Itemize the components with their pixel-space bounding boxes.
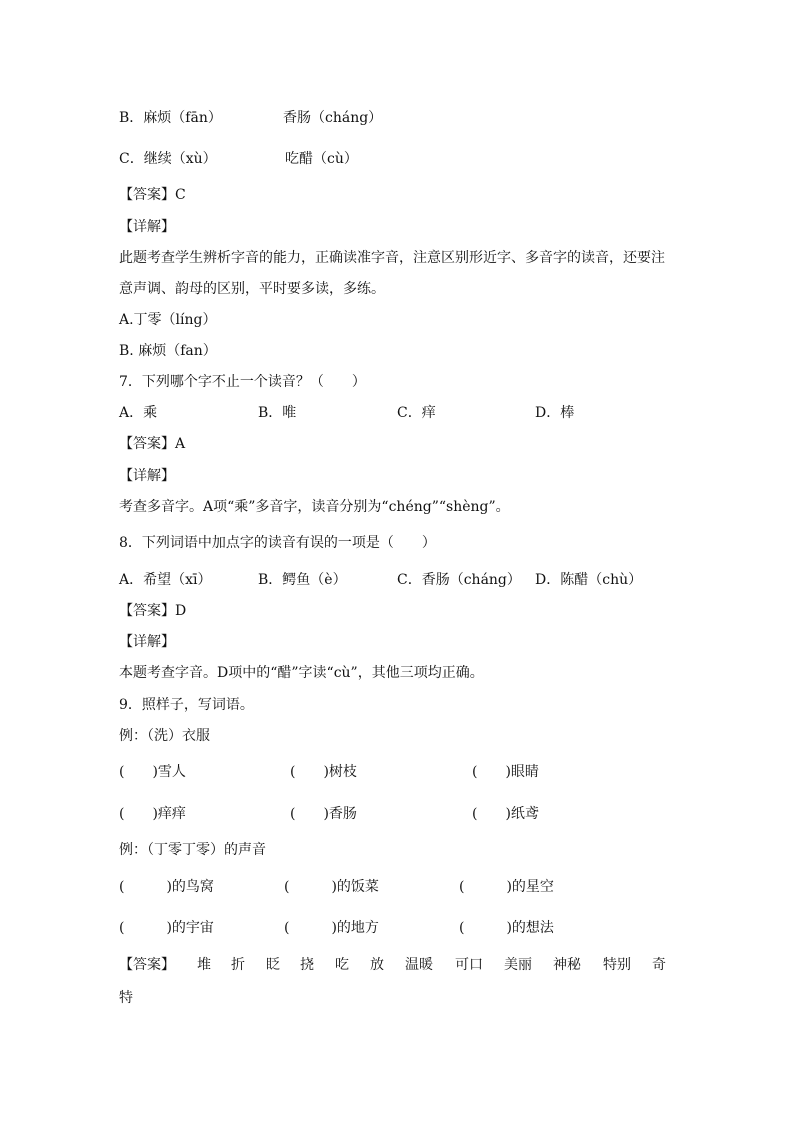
q9-row4-item3: ( )的想法 xyxy=(459,920,554,936)
q9-answer-word: 神秘 xyxy=(553,957,581,973)
q6-note-a: A.丁零（líng） xyxy=(119,312,217,328)
q9-answer-word: 挠 xyxy=(300,957,314,973)
q8-option-c: C．香肠（cháng） xyxy=(397,572,521,588)
q6-option-c xyxy=(119,150,217,168)
q9-answer-word: 堆 xyxy=(197,957,211,973)
q7-option-c: C．痒 xyxy=(397,405,436,421)
q9-example-2: 例：（丁零丁零）的声音 xyxy=(119,842,266,858)
q8-option-a: A．希望（xī） xyxy=(119,572,212,588)
q7-option-d: D．棒 xyxy=(535,405,575,421)
q6-option-c-left: C．继续（xù） xyxy=(119,151,217,167)
q8-detail-label: 【详解】 xyxy=(119,634,175,650)
q9-answer-word: 折 xyxy=(231,957,245,973)
q6-detail-label: 【详解】 xyxy=(119,219,175,235)
q8-answer: 【答案】D xyxy=(119,603,187,619)
q9-example-1: 例：（洗）衣服 xyxy=(119,728,210,744)
q9-answer-word: 眨 xyxy=(266,957,280,973)
q8-option-d: D．陈醋（chù） xyxy=(535,572,643,588)
q9-row1-item2: ( )树枝 xyxy=(290,764,357,780)
q9-answer-word: 吃 xyxy=(335,957,349,973)
q7-option-a: A．乘 xyxy=(119,405,158,421)
q7-explanation: 考查多音字。A项“乘”多音字，读音分别为“chéng”“shèng”。 xyxy=(119,499,510,515)
q9-row3-item3: ( )的星空 xyxy=(459,879,554,895)
q8-option-b: B．鳄鱼（è） xyxy=(258,572,347,588)
q6-explanation-line2: 意声调、韵母的区别，平时要多读，多练。 xyxy=(119,281,385,297)
q9-row4-item1: ( )的宇宙 xyxy=(119,920,214,936)
q9-answer-word: 特别 xyxy=(603,957,631,973)
q9-row1-item1: ( )雪人 xyxy=(119,764,186,780)
q6-answer: 【答案】C xyxy=(119,187,186,203)
q9-answer-word: 放 xyxy=(370,957,384,973)
q6-option-c-right: 吃醋（cù） xyxy=(285,151,358,167)
q9-question: 9．照样子，写词语。 xyxy=(119,697,254,713)
q9-answer-word: 奇 xyxy=(652,957,666,973)
q6-option-b-right: 香肠（cháng） xyxy=(283,110,383,126)
q7-answer: 【答案】A xyxy=(119,436,186,452)
q9-answer-tail: 特 xyxy=(119,990,133,1006)
q9-answer-label: 【答案】 xyxy=(119,957,175,973)
q8-explanation: 本题考查字音。D项中的“醋”字读“cù”，其他三项均正确。 xyxy=(119,665,484,681)
q6-note-b: B. 麻烦（fan） xyxy=(119,343,217,359)
q6-option-b xyxy=(119,109,222,127)
q9-row2-item2: ( )香肠 xyxy=(290,806,357,822)
q7-detail-label: 【详解】 xyxy=(119,468,175,484)
q9-answer-word: 温暖 xyxy=(405,957,433,973)
q9-row2-item1: ( )痒痒 xyxy=(119,806,186,822)
q9-row3-item2: ( )的饭菜 xyxy=(284,879,379,895)
q9-row4-item2: ( )的地方 xyxy=(284,920,379,936)
q7-option-b: B．唯 xyxy=(258,405,297,421)
q9-answer-word: 美丽 xyxy=(504,957,532,973)
q6-explanation-line1: 此题考查学生辨析字音的能力，正确读准字音，注意区别形近字、多音字的读音，还要注 xyxy=(119,250,665,266)
q9-row1-item3: ( )眼睛 xyxy=(472,764,539,780)
q9-row2-item3: ( )纸鸢 xyxy=(472,806,539,822)
q7-question: 7．下列哪个字不止一个读音？（ ） xyxy=(119,374,366,390)
q9-row3-item1: ( )的鸟窝 xyxy=(119,879,214,895)
q8-question: 8．下列词语中加点字的读音有误的一项是（ ） xyxy=(119,535,436,551)
q9-answer-word: 可口 xyxy=(455,957,483,973)
q6-option-b-left: B．麻烦（fān） xyxy=(119,110,222,126)
